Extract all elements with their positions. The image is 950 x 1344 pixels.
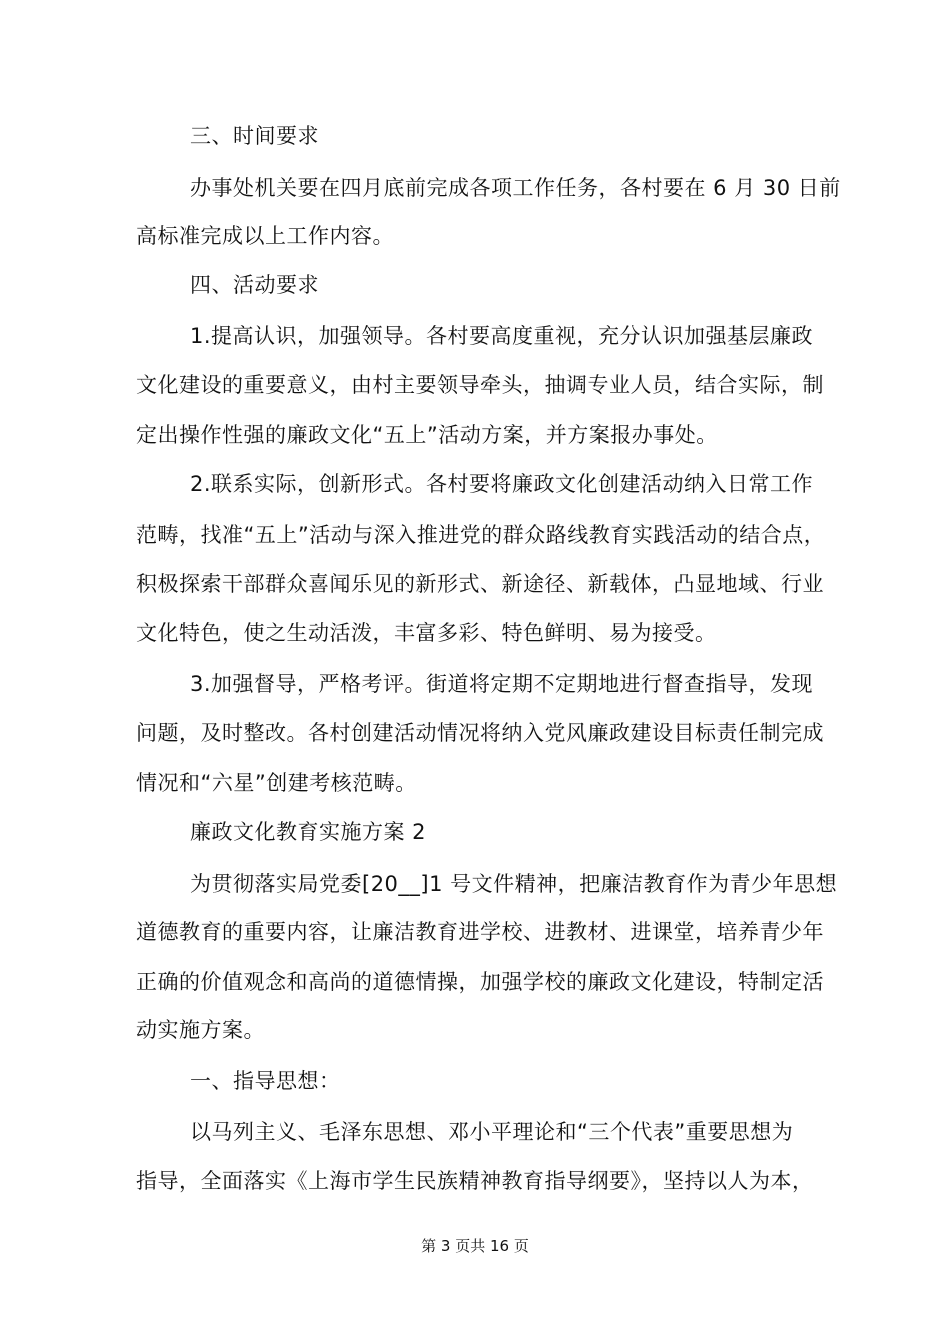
paragraph-line: 范畴，找准“五上”活动与深入推进党的群众路线教育实践活动的结合点， xyxy=(136,523,826,547)
page-number-footer: 第 3 页共 16 页 xyxy=(421,1237,529,1255)
paragraph-line: 文化特色，使之生动活泼，丰富多彩、特色鲜明、易为接受。 xyxy=(136,621,717,645)
paragraph-line: 文化建设的重要意义，由村主要领导牵头，抽调专业人员，结合实际，制 xyxy=(136,373,824,397)
paragraph-line: 道德教育的重要内容，让廉洁教育进学校、进教材、进课堂，培养青少年 xyxy=(136,920,824,944)
section-heading-activity-requirements: 四、活动要求 xyxy=(190,273,319,297)
paragraph-line: 积极探索干部群众喜闻乐见的新形式、新途径、新载体，凸显地域、行业 xyxy=(136,572,824,596)
paragraph-line: 高标准完成以上工作内容。 xyxy=(136,224,394,248)
paragraph-line: 正确的价值观念和高尚的道德情操，加强学校的廉政文化建设，特制定活 xyxy=(136,970,824,994)
document-subtitle: 廉政文化教育实施方案 2 xyxy=(190,820,427,844)
paragraph-line: 为贯彻落实局党委[20__]1 号文件精神，把廉洁教育作为青少年思想 xyxy=(190,872,838,896)
section-heading-time-requirements: 三、时间要求 xyxy=(190,124,319,148)
paragraph-line: 问题，及时整改。各村创建活动情况将纳入党风廉政建设目标责任制完成 xyxy=(136,721,824,745)
paragraph-line: 办事处机关要在四月底前完成各项工作任务，各村要在 6 月 30 日前 xyxy=(190,176,841,200)
section-heading-guiding-thought: 一、指导思想： xyxy=(190,1069,341,1093)
paragraph-line: 1.提高认识，加强领导。各村要高度重视，充分认识加强基层廉政 xyxy=(190,324,814,348)
paragraph-line: 动实施方案。 xyxy=(136,1018,265,1042)
paragraph-line: 定出操作性强的廉政文化“五上”活动方案，并方案报办事处。 xyxy=(136,423,718,447)
paragraph-line: 指导，全面落实《上海市学生民族精神教育指导纲要》，坚持以人为本， xyxy=(136,1169,814,1193)
paragraph-line: 3.加强督导，严格考评。街道将定期不定期地进行督查指导，发现 xyxy=(190,672,814,696)
paragraph-line: 情况和“六星”创建考核范畴。 xyxy=(136,771,417,795)
paragraph-line: 以马列主义、毛泽东思想、邓小平理论和“三个代表”重要思想为 xyxy=(190,1120,794,1144)
paragraph-line: 2.联系实际，创新形式。各村要将廉政文化创建活动纳入日常工作 xyxy=(190,472,814,496)
